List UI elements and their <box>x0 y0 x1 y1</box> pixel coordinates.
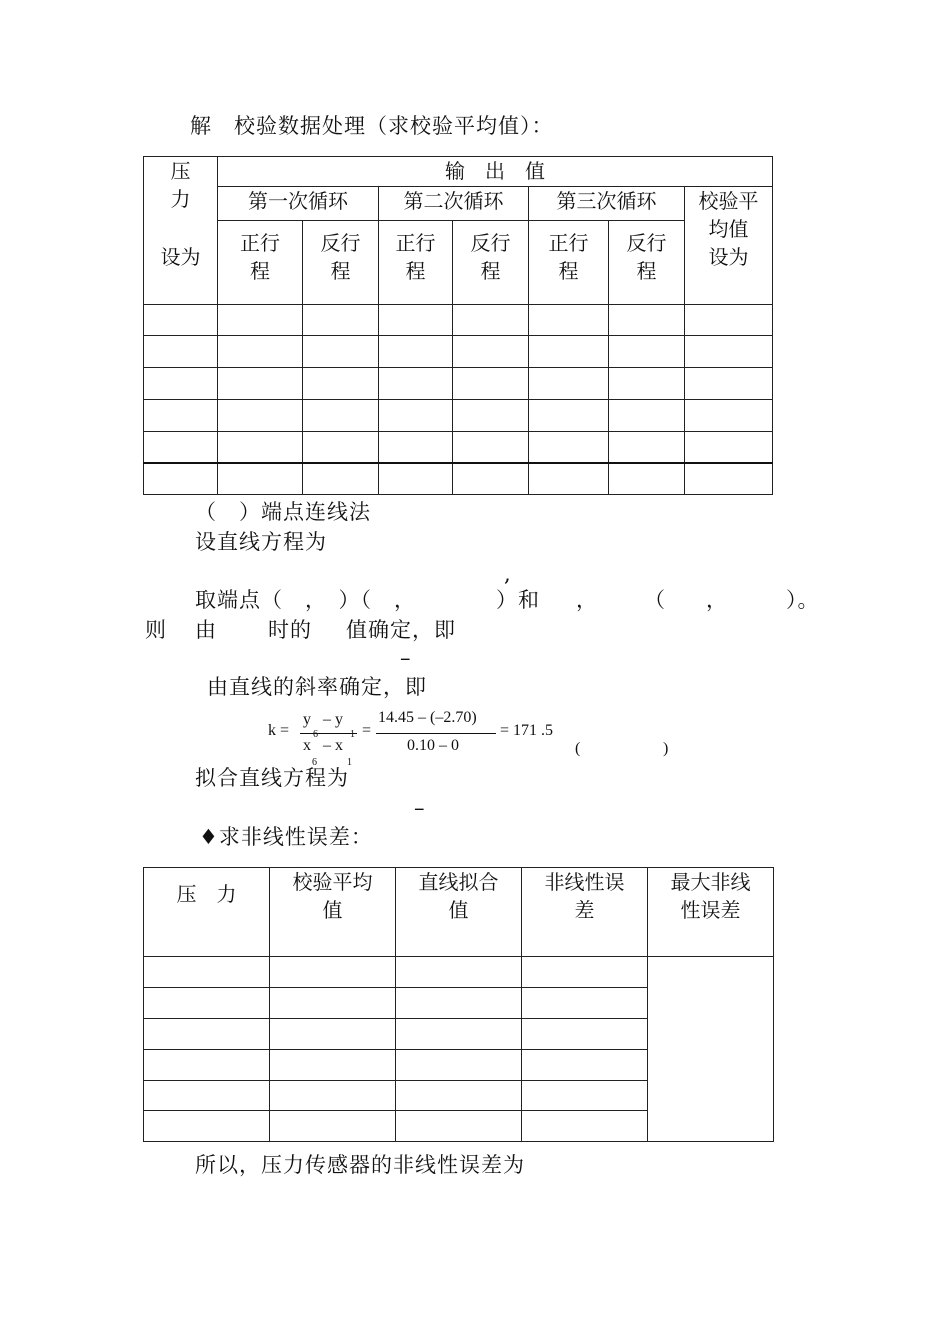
intercept-word-2: 由 <box>195 618 217 642</box>
reverse-line1: 反行 <box>320 231 361 255</box>
reverse-line2: 程 <box>636 259 657 283</box>
reverse-line2: 程 <box>480 259 501 283</box>
error-col-line2: 差 <box>574 898 595 922</box>
minus-sign-2: – <box>414 796 426 820</box>
max-error-col-line2: 性误差 <box>680 898 741 922</box>
cycle-2-forward <box>379 221 453 305</box>
intercept-word-1: 则 <box>145 618 167 642</box>
formula-fraction-bar-1 <box>300 733 357 734</box>
fitted-col-line2: 值 <box>448 898 469 922</box>
table-row <box>144 305 773 336</box>
cycle-3-reverse <box>609 221 685 305</box>
table-row <box>144 463 773 495</box>
forward-line2: 程 <box>250 259 270 283</box>
table-row <box>144 432 773 463</box>
pressure-col-header <box>144 868 270 957</box>
fitted-col-line1: 直线拟合 <box>418 870 499 894</box>
cycle-2-reverse <box>453 221 529 305</box>
formula-fraction-bar-2 <box>376 733 496 734</box>
reverse-line1: 反行 <box>470 231 511 255</box>
minus-sign-1: – <box>400 646 412 670</box>
nonlinearity-title: ♦求非线性误差： <box>199 825 373 849</box>
formula-equals-1: = <box>362 722 372 739</box>
max-error-cell <box>648 957 774 1142</box>
formula-k: k = <box>268 722 290 739</box>
pressure-header-line2: 力 <box>170 187 191 211</box>
endpoints-part-a: 取端点（ ， ）（ ， <box>195 588 416 612</box>
calibration-table <box>143 156 773 495</box>
formula-num-value: 14.45 – (–2.70) <box>378 709 477 726</box>
conclusion-text: 所以，压力传感器的非线性误差为 <box>195 1153 525 1177</box>
formula-num-sub-1: 1 <box>350 729 355 740</box>
formula-den-sub-1: 1 <box>347 757 352 768</box>
average-header <box>685 187 773 305</box>
formula-unit-close: ) <box>663 740 669 757</box>
max-error-col-header <box>648 868 774 957</box>
average-header-line2: 均值 <box>708 217 749 241</box>
endpoints-part-c: ， <box>576 588 598 612</box>
cycle-1-header: 第一次循环 <box>218 187 379 221</box>
formula-den-minus-x: – x <box>323 737 343 754</box>
endpoints-part-f: ）。 <box>786 588 820 612</box>
table-row <box>144 400 773 432</box>
pressure-col-text: 压 力 <box>176 882 237 906</box>
formula-den-x: x <box>303 737 311 754</box>
output-header: 输 出 值 <box>218 157 773 187</box>
slope-intro: 由直线的斜率确定，即 <box>207 675 427 699</box>
average-header-line1: 校验平 <box>698 189 759 213</box>
intercept-word-4: 值确定，即 <box>346 618 456 642</box>
cycle-3-header: 第三次循环 <box>529 187 685 221</box>
cycle-1-forward <box>218 221 303 305</box>
fit-line-intro: 拟合直线方程为 <box>195 766 349 790</box>
endpoints-part-e: ， <box>706 588 728 612</box>
endpoints-part-d: （ <box>644 588 666 612</box>
cycle-1-reverse <box>303 221 379 305</box>
reverse-line2: 程 <box>330 259 351 283</box>
forward-line1: 正行 <box>395 231 436 255</box>
fitted-col-header <box>396 868 522 957</box>
average-col-line1: 校验平均 <box>292 870 373 894</box>
max-error-col-line1: 最大非线 <box>670 870 751 894</box>
formula-result: = 171 .5 <box>500 722 554 739</box>
pressure-header <box>144 157 218 305</box>
endpoints-part-b: ）和 <box>496 588 540 612</box>
error-col-header <box>522 868 648 957</box>
comma-mark: , <box>504 562 512 586</box>
forward-line2: 程 <box>405 259 426 283</box>
formula-unit-open: ( <box>575 740 581 757</box>
method-title: （ ）端点连线法 <box>195 500 371 524</box>
intercept-word-3: 时的 <box>268 618 312 642</box>
average-col-header <box>270 868 396 957</box>
forward-line1: 正行 <box>548 231 589 255</box>
forward-line2: 程 <box>558 259 579 283</box>
solution-intro: 解 校验数据处理（求校验平均值）： <box>190 114 554 138</box>
table-row <box>144 368 773 400</box>
formula-num-y: y <box>303 711 311 728</box>
average-header-line3: 设为 <box>708 245 749 269</box>
forward-line1: 正行 <box>240 231 280 255</box>
formula-den-value: 0.10 – 0 <box>407 737 459 754</box>
pressure-header-line1: 压 <box>170 159 191 183</box>
formula-num-minus-y: – y <box>323 711 343 728</box>
line-equation-intro: 设直线方程为 <box>195 530 327 554</box>
nonlinearity-table <box>143 867 774 1142</box>
average-col-line2: 值 <box>322 898 343 922</box>
formula-num-sub-6: 6 <box>313 729 318 740</box>
pressure-header-line3: 设为 <box>160 245 201 269</box>
cycle-3-forward <box>529 221 609 305</box>
table-row <box>144 957 774 988</box>
error-col-line1: 非线性误 <box>544 870 625 894</box>
table-row <box>144 336 773 368</box>
reverse-line1: 反行 <box>626 231 667 255</box>
formula-den-sub-6: 6 <box>312 757 317 768</box>
cycle-2-header: 第二次循环 <box>379 187 529 221</box>
